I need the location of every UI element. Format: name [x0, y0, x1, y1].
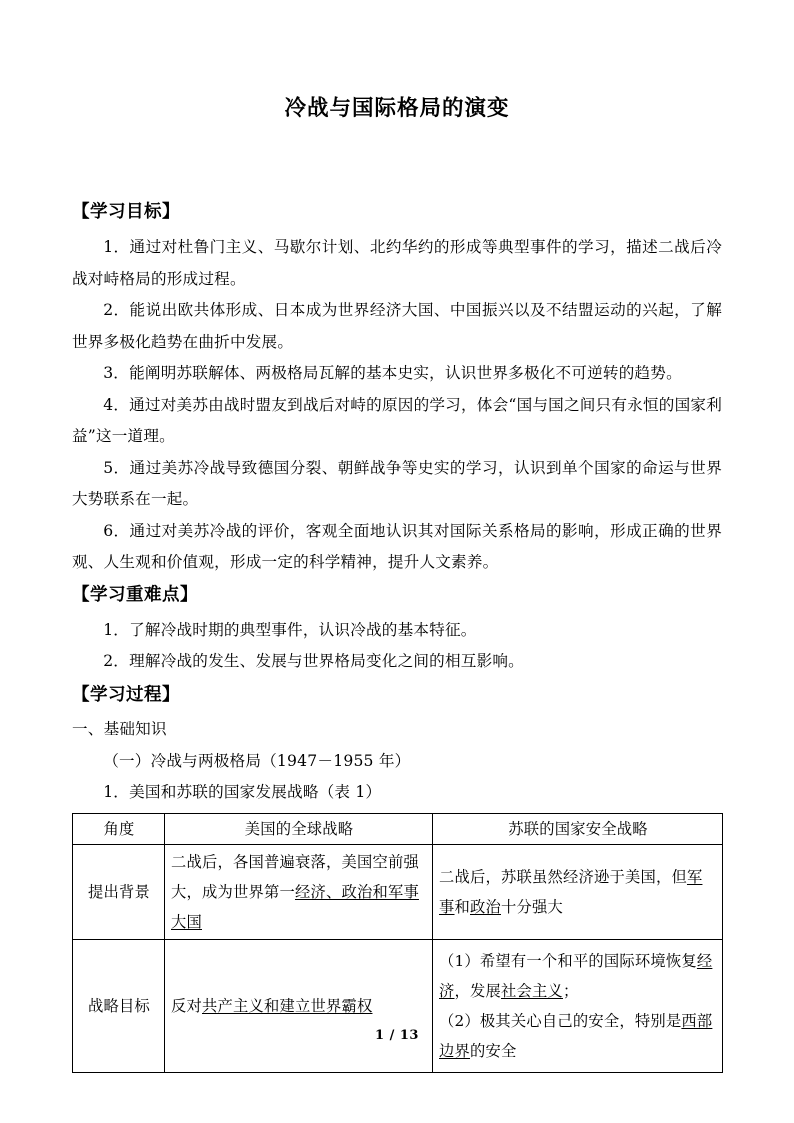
underlined-run: 西部边界: [439, 1011, 713, 1060]
text-run: 二战后，各国普遍衰落，美国空前强大，成为世界第一: [171, 852, 419, 901]
table-header-su: 苏联的国家安全战略: [433, 813, 723, 844]
learning-goal-item: 2．能说出欧共体形成、日本成为世界经济大国、中国振兴以及不结盟运动的兴起，了解世界多极化趋势在曲折中发展。: [72, 301, 722, 351]
text-run: （1）希望有一个和平的国际环境恢复: [439, 951, 697, 970]
learning-goal-item: 6．通过对美苏冷战的评价，客观全面地认识其对国际关系格局的影响，形成正确的世界观、人生观和价值观，形成一定的科学精神，提升人文素养。: [72, 521, 722, 572]
underlined-run: 社会主义: [501, 981, 563, 1000]
learning-goal-item: 3．能阐明苏联解体、两极格局瓦解的基本史实，认识世界多极化不可逆转的趋势。: [103, 364, 682, 383]
process-subsection-one: （一）冷战与两极格局（1947－1955 年）: [103, 751, 411, 770]
text-run: 的安全: [470, 1041, 517, 1060]
page-title: 冷战与国际格局的演变: [284, 96, 510, 121]
text-run: 和: [454, 897, 470, 916]
underlined-run: 军事: [439, 867, 703, 916]
text-run: ；: [563, 981, 579, 1000]
text-run: （2）极其关心自己的安全，特别是: [439, 1011, 682, 1030]
underlined-run: 经济: [439, 951, 713, 1000]
table-header-row: [73, 813, 723, 844]
table-row: [73, 844, 723, 939]
process-item-one: 1．美国和苏联的国家发展战略（表 1）: [103, 783, 382, 802]
section-heading-learning-goals: 【学习目标】: [72, 201, 180, 222]
text-run: 十分强大: [501, 897, 563, 916]
page-content: [72, 0, 722, 1073]
text-run: ，发展: [454, 981, 501, 1000]
key-difficulties-list: [72, 615, 722, 678]
table-cell-su-goal: [433, 939, 723, 1072]
table-cell-us-background: [165, 844, 433, 939]
table-cell-us-goal: [165, 939, 433, 1072]
learning-goals-list: [72, 232, 722, 579]
table-cell-su-background: [433, 844, 723, 939]
table-row: [73, 939, 723, 1072]
table-cell-angle: 战略目标: [73, 939, 165, 1072]
section-heading-learning-process: 【学习过程】: [72, 684, 180, 705]
underlined-run: 共产主义和建立世界霸权: [202, 996, 373, 1015]
text-run: 二战后，苏联虽然经济逊于美国，但: [439, 867, 687, 886]
underlined-run: 经济、政治和军事大国: [171, 882, 419, 931]
key-difficulty-item: 1．了解冷战时期的典型事件，认识冷战的基本特征。: [103, 620, 477, 639]
key-difficulty-item: 2．理解冷战的发生、发展与世界格局变化之间的相互影响。: [103, 652, 524, 671]
text-run: 反对: [171, 996, 202, 1015]
learning-goal-item: 1．通过对杜鲁门主义、马歇尔计划、北约华约的形成等典型事件的学习，描述二战后冷战对峙格局的形成过程。: [72, 238, 722, 288]
page-footer: 1 / 13: [375, 1028, 419, 1043]
process-part-one: 一、基础知识: [72, 720, 167, 739]
table-header-us: 美国的全球战略: [165, 813, 433, 844]
learning-goal-item: 5．通过美苏冷战导致德国分裂、朝鲜战争等史实的学习，认识到单个国家的命运与世界大势联系在一起。: [72, 458, 722, 509]
table-cell-angle: 提出背景: [73, 844, 165, 939]
underlined-run: 政治: [470, 897, 501, 916]
learning-process-body: [72, 714, 722, 809]
learning-goal-item: 4．通过对美苏由战时盟友到战后对峙的原因的学习，体会“国与国之间只有永恒的国家利益”这一道理。: [72, 395, 722, 446]
section-heading-key-difficulties: 【学习重难点】: [72, 584, 198, 605]
table-header-angle: 角度: [73, 813, 165, 844]
